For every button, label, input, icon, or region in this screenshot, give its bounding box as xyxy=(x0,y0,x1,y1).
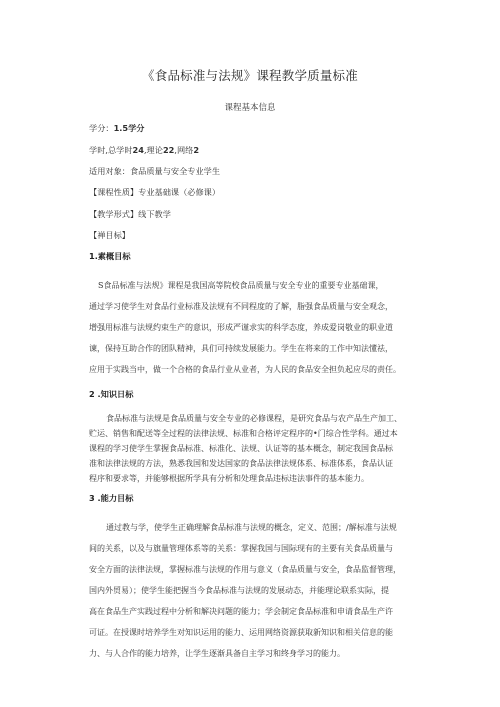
section-2-heading: 2 .知识日标 xyxy=(89,389,134,399)
audience-line: 适用对象：食品质量与安全专业学生 xyxy=(89,166,221,176)
paragraph-line: 国内外贸易）；使学生能把握当今食品标准与法规的发展动态，并能理论联系实际，提 xyxy=(89,586,389,595)
paragraph-line: 增强用标准与法规约束生产的意识，形成严谨求实的科学态度，养成爱岗敬业的职业道 xyxy=(89,323,393,332)
paragraph-line: 安全方面的法律法规，掌握标准与法规的作用与意义（食品质量与安全，食品监督管理， xyxy=(89,565,401,574)
section-1-paragraph xyxy=(89,275,411,380)
paragraph-line: S食品标准与法规》课程是我国高等院校食品质量与安全专业的重要专业基础课， xyxy=(98,281,384,290)
section-3-paragraph xyxy=(89,517,411,664)
network-label: ,网络 xyxy=(174,145,194,155)
section-2-paragraph xyxy=(89,411,411,486)
section-1-heading: 1.素概目标 xyxy=(89,251,131,261)
paragraph-line: 可证。在授课时培养学生对知识运用的能力、运用网络资源获取新知识和相关信息的能 xyxy=(89,628,393,637)
teaching-form-line: 【教学形式】线下教学 xyxy=(89,209,171,219)
hours-label: 学时,总学时 xyxy=(89,145,133,155)
hours-total: 24 xyxy=(132,145,144,155)
credits-line xyxy=(89,123,144,134)
objectives-heading: 【禅目标】 xyxy=(89,230,130,240)
paragraph-line: 程序和要求等，并能够根据所学具有分析和处理食品违标违法事件的基本能力。 xyxy=(89,474,369,483)
document-title: 《食品标准与法规》课程教学质量标准 xyxy=(142,68,358,83)
credits-label: 学分： xyxy=(89,123,114,133)
credits-value: 1.5学分 xyxy=(113,123,145,133)
course-nature-line: 【课程性质】专业基础课（必修课） xyxy=(89,187,221,197)
paragraph-line: 贮运、销售和配送等全过程的法律法规、标准和合格评定程序的•门综合性学科。通过本 xyxy=(89,429,398,438)
basic-info-heading: 课程基本信息 xyxy=(224,103,276,113)
paragraph-line: 间的关系，以及与旗量管理体系等的关系：掌握我国与国际现有的主要有关食品质量与 xyxy=(89,544,393,553)
paragraph-line: 力、与人合作的能力培养，让学生逐渐具备自主学习和终身学习的能力。 xyxy=(89,649,345,658)
paragraph-line: 食品标准与法规是食品质量与安全专业的必修课程，是研究食品与农产品生产加工、 xyxy=(106,414,402,423)
paragraph-line: 课程的学习使学生掌握食品标准、标准化、法规、认证等的基本概念，制定我国食品标 xyxy=(89,444,393,453)
paragraph-line: 通过学习使学生对食品行业标准及法规有不同程度的了解，脂强食品质量与安全观念， xyxy=(89,302,393,311)
paragraph-line: 准和法律法规的方法，熟悉我国和发达国家的食品法律法规体系、标准体系，食品认证 xyxy=(89,459,393,468)
section-3-heading: 3 .能力目标 xyxy=(89,493,134,503)
hours-theory: 22 xyxy=(162,145,175,155)
theory-label: ,理论 xyxy=(143,145,163,155)
paragraph-line: 高在食品生产实践过程中分析和解决问题的能力；学会制定食品标准和申请食品生产许 xyxy=(89,607,393,616)
paragraph-line: 谏，保持互助合作的团队精神，具们可持续发展能力。学生在将来的工作中知法懂祛， xyxy=(89,344,393,353)
hours-network: 2 xyxy=(193,145,200,155)
hours-line xyxy=(89,145,199,156)
paragraph-line: 应用于实践当中，做一个合格的食品行业从业者，为人民的食品安全担负起应尽的责任。 xyxy=(89,365,401,374)
paragraph-line: 通过教与学，使学生正确理解食品标准与法规的概念，定义、范围；/解标准与法规 xyxy=(106,523,397,532)
